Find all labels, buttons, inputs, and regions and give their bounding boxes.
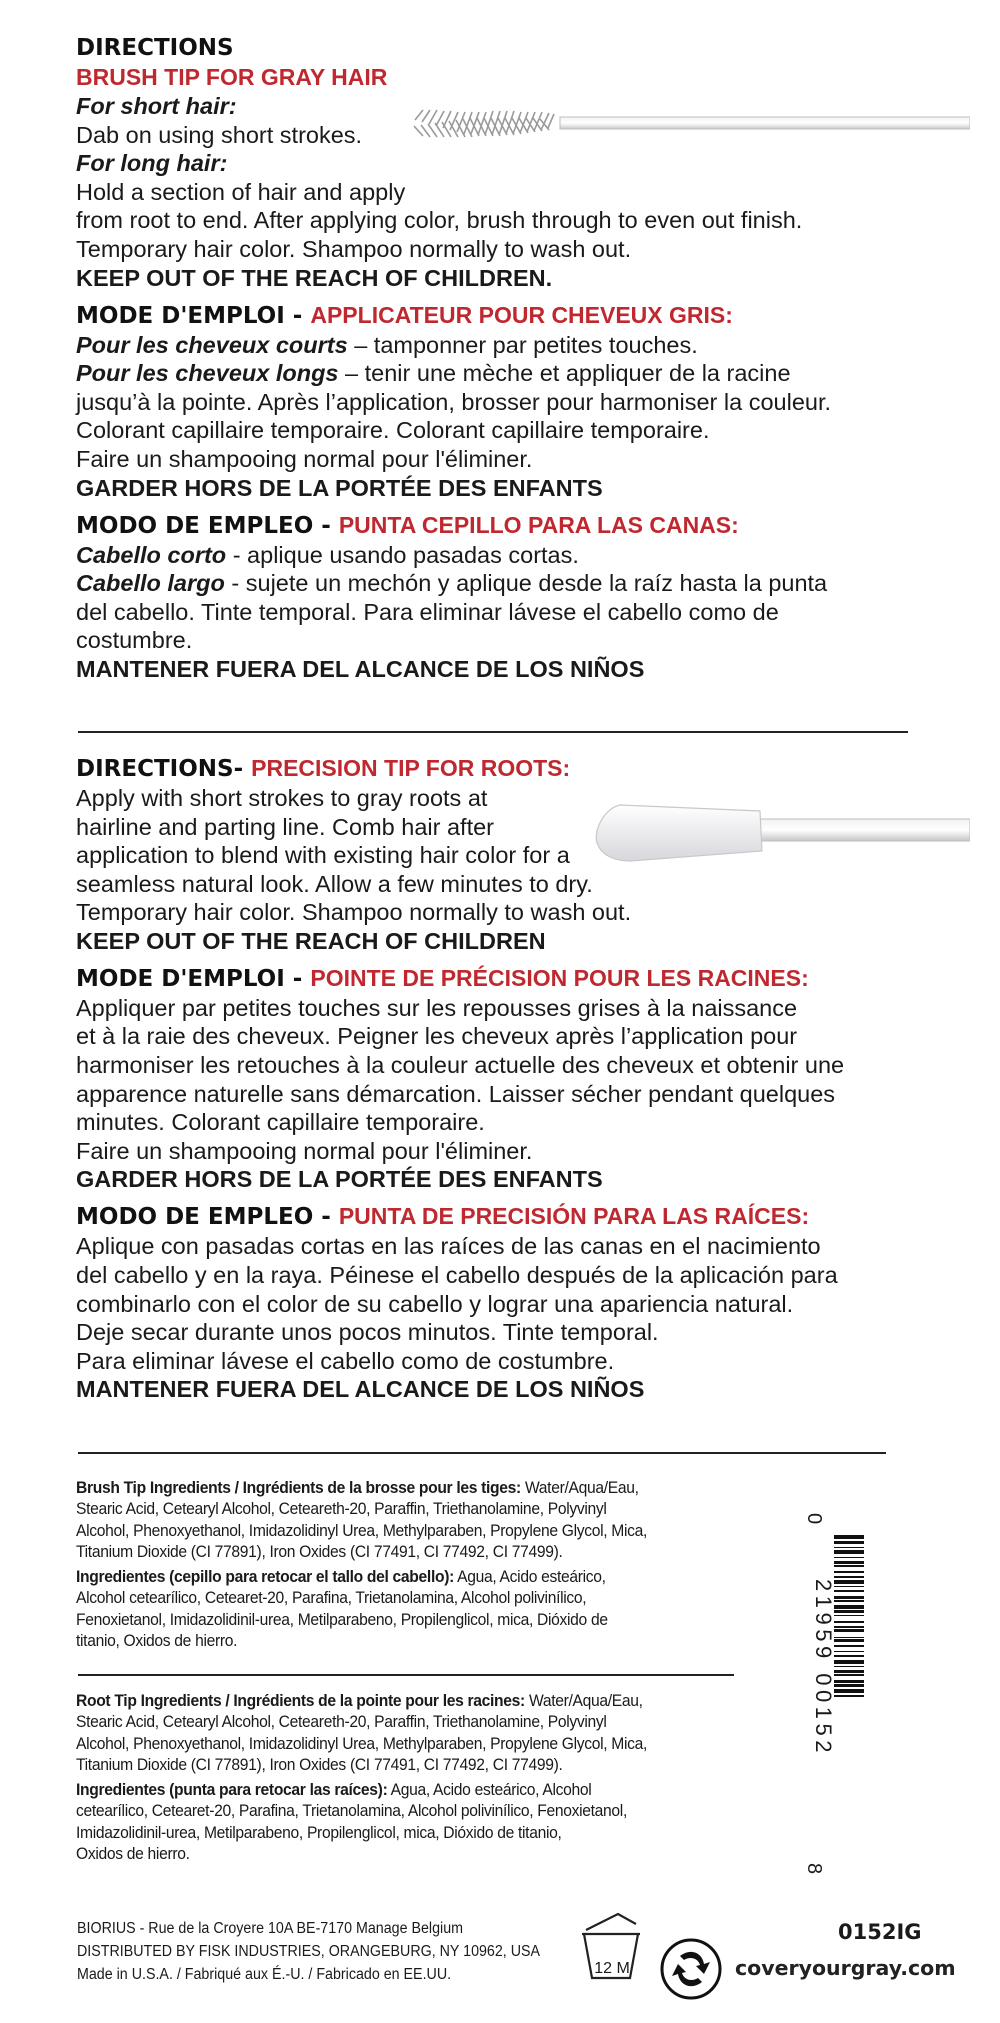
- root-es-line-5: Para eliminar lávese el cabello como de costumbre.: [76, 1347, 615, 1374]
- root-ingredients-en: Root Tip Ingredients / Ingrédients de la pointe pour les racines: Water/Aqua/Eau, Stearic Acid, Cetearyl Alcohol, Ceteareth-20, Paraffin, Triethanolamine, Polyvinyl Alcohol, Phenoxyethanol, Imidazolidinyl Urea, Methylparaben, Propylene Glycol, Mica, Titanium Dioxide (CI 77891), Iron Oxides (CI 77491, CI 77492, CI 77499).: [76, 1691, 648, 1774]
- section-divider-1: [78, 731, 908, 733]
- root-fr-section: [76, 964, 936, 1195]
- barcode-bar: [834, 1571, 864, 1572]
- brush-es-long: Cabello largo - sujete un mechón y aplique desde la raíz hasta la punta: [76, 570, 828, 597]
- barcode-bar: [834, 1576, 864, 1579]
- root-fr-line-6: Faire un shampooing normal pour l'éliminer.: [76, 1137, 533, 1164]
- brush-fr-heading: MODE D'EMPLOI - APPLICATEUR POUR CHEVEUX GRIS:: [76, 301, 733, 329]
- brush-es-section: [76, 511, 936, 684]
- barcode-bar: [834, 1629, 864, 1632]
- barcode-bar: [834, 1586, 864, 1587]
- brush-es-line-3: del cabello. Tinte temporal. Para eliminar lávese el cabello como de: [76, 598, 779, 625]
- barcode-bar: [834, 1596, 864, 1599]
- root-ingredients-es: Ingredientes (punta para retocar las raíces): Agua, Acido esteárico, Alcohol cetearílico, Cetearet-20, Parafina, Trietanolamina, Alcohol polivinílico, Fenoxietanol, Imidazolidinil-urea, Metilparabeno, Propilenglicol, mica, Dióxido de titanio, Oxidos de hierro.: [76, 1780, 627, 1864]
- root-fr-line-5: minutes. Colorant capillaire temporaire.: [76, 1109, 485, 1136]
- section-divider-2: [78, 1452, 886, 1454]
- product-code: 0152IG: [838, 1920, 922, 1944]
- root-es-heading: MODO DE EMPLEO - PUNTA DE PRECISIÓN PARA LAS RAÍCES:: [76, 1203, 810, 1231]
- barcode-bar: [834, 1535, 864, 1539]
- barcode-bar: [834, 1580, 864, 1584]
- precision-tip-image: [590, 795, 970, 875]
- root-en-warning: KEEP OUT OF THE REACH OF CHILDREN: [76, 927, 546, 954]
- root-en-line-5: Temporary hair color. Shampoo normally to wash out.: [76, 899, 632, 926]
- root-es-warning: MANTENER FUERA DEL ALCANCE DE LOS NIÑOS: [76, 1376, 645, 1403]
- barcode-bar: [834, 1626, 864, 1627]
- barcode-bar: [834, 1550, 864, 1554]
- barcode-bar: [834, 1557, 864, 1558]
- brush-ingredients-es: Ingredientes (cepillo para retocar el tallo del cabello): Agua, Acido esteárico, Alcohol cetearílico, Cetearet-20, Parafina, Trietanolamina, Alcohol polivinílico, Fenoxietanol, Imidazolidinil-urea, Metilparabeno, Propilenglicol, mica, Dióxido de titanio, Oxidos de hierro.: [76, 1567, 608, 1651]
- long-hair-label: For long hair:: [76, 150, 228, 177]
- barcode-bar: [834, 1637, 864, 1638]
- barcode: [803, 1505, 866, 1885]
- root-es-line-3: combinarlo con el color de su cabello y lograr una apariencia natural.: [76, 1290, 794, 1317]
- root-en-line-4: seamless natural look. Allow a few minutes to dry.: [76, 870, 593, 897]
- brush-ingredients: [76, 1477, 729, 1655]
- recycle-icon: [660, 1938, 722, 2000]
- barcode-bar: [834, 1600, 864, 1601]
- barcode-bar: [834, 1660, 864, 1664]
- root-fr-line-1: Appliquer par petites touches sur les repousses grises à la naissance: [76, 994, 798, 1021]
- barcode-bar: [834, 1674, 864, 1675]
- root-ingredients: [76, 1690, 729, 1868]
- short-hair-label: For short hair:: [76, 93, 237, 119]
- long-hair-line-1: Hold a section of hair and apply: [76, 178, 406, 205]
- barcode-bar: [834, 1610, 864, 1613]
- brush-fr-section: [76, 301, 936, 503]
- barcode-bar: [834, 1680, 864, 1683]
- root-en-line-1: Apply with short strokes to gray roots at: [76, 784, 488, 811]
- children-warning: KEEP OUT OF THE REACH OF CHILDREN.: [76, 264, 553, 291]
- brush-es-short: Cabello corto - aplique usando pasadas cortas.: [76, 541, 579, 568]
- root-es-section: [76, 1202, 936, 1404]
- root-fr-line-4: apparence naturelle sans démarcation. Laisser sécher pendant quelques: [76, 1080, 836, 1107]
- barcode-bar: [834, 1639, 864, 1642]
- barcode-bars: [834, 1535, 864, 1855]
- barcode-bar: [834, 1666, 864, 1667]
- barcode-bar: [834, 1615, 864, 1616]
- brush-en-section: [76, 34, 936, 293]
- barcode-bar: [834, 1621, 864, 1624]
- barcode-bar: [834, 1695, 864, 1698]
- brush-fr-warning: GARDER HORS DE LA PORTÉE DES ENFANTS: [76, 474, 603, 501]
- root-en-line-2: hairline and parting line. Comb hair after: [76, 813, 495, 840]
- brush-fr-line-4: Colorant capillaire temporaire. Colorant capillaire temporaire.: [76, 417, 710, 444]
- barcode-bar: [834, 1565, 864, 1566]
- root-es-line-2: del cabello y en la raya. Péinese el cabello después de la aplicación para: [76, 1262, 838, 1289]
- pao-label: 12 M: [594, 1960, 630, 1977]
- root-fr-line-2: et à la raie des cheveux. Peigner les cheveux après l’application pour: [76, 1023, 798, 1050]
- brush-ingredients-en: Brush Tip Ingredients / Ingrédients de la brosse pour les tiges: Water/Aqua/Eau, Stearic Acid, Cetearyl Alcohol, Ceteareth-20, Paraffin, Triethanolamine, Polyvinyl Alcohol, Phenoxyethanol, Imidazolidinyl Urea, Methylparaben, Propylene Glycol, Mica, Titanium Dioxide (CI 77891), Iron Oxides (CI 77491, CI 77492, CI 77499).: [76, 1478, 648, 1561]
- root-en-line-3: application to blend with existing hair color for a: [76, 842, 570, 869]
- brush-fr-short: Pour les cheveux courts – tamponner par petites touches.: [76, 331, 698, 358]
- barcode-bar: [834, 1547, 864, 1548]
- barcode-digits: 21959 00152: [811, 1579, 836, 1757]
- root-es-line-4: Deje secar durante unos pocos minutos. Tinte temporal.: [76, 1319, 659, 1346]
- barcode-bar: [834, 1645, 864, 1646]
- barcode-bar: [834, 1651, 864, 1652]
- long-hair-line-2: from root to end. After applying color, brush through to even out finish.: [76, 207, 803, 234]
- barcode-bar: [834, 1670, 864, 1673]
- footer-address: [77, 1917, 592, 1986]
- website: coveryourgray.com: [735, 1956, 956, 1980]
- root-fr-heading: MODE D'EMPLOI - POINTE DE PRÉCISION POUR LES RACINES:: [76, 964, 809, 992]
- barcode-digit-first: 0: [803, 1512, 826, 1525]
- barcode-bar: [834, 1689, 864, 1693]
- root-fr-line-3: harmoniser les retouches à la couleur actuelle des cheveux et obtenir une: [76, 1052, 845, 1079]
- brush-es-heading: MODO DE EMPLEO - PUNTA CEPILLO PARA LAS CANAS:: [76, 511, 739, 539]
- footer-line-1: BIORIUS - Rue de la Croyere 10A BE-7170 Manage Belgium: [77, 1920, 464, 1937]
- barcode-bar: [834, 1561, 864, 1564]
- brush-applicator-image: [410, 100, 970, 150]
- barcode-bar: [834, 1605, 864, 1609]
- brush-es-warning: MANTENER FUERA DEL ALCANCE DE LOS NIÑOS: [76, 655, 645, 682]
- footer-line-2: DISTRIBUTED BY FISK INDUSTRIES, ORANGEBURG, NY 10962, USA: [77, 1943, 541, 1960]
- root-directions-heading: DIRECTIONS- PRECISION TIP FOR ROOTS:: [76, 754, 571, 782]
- brush-directions-heading: DIRECTIONS: [76, 35, 234, 61]
- ingredients-divider: [78, 1674, 734, 1676]
- brush-fr-line-5: Faire un shampooing normal pour l'éliminer.: [76, 445, 533, 472]
- root-fr-warning: GARDER HORS DE LA PORTÉE DES ENFANTS: [76, 1166, 603, 1193]
- root-es-line-1: Aplique con pasadas cortas en las raíces de las canas en el nacimiento: [76, 1233, 821, 1260]
- barcode-bar: [834, 1590, 864, 1591]
- barcode-bar: [834, 1541, 864, 1544]
- directions-page: [76, 34, 936, 1412]
- short-hair-text: Dab on using short strokes.: [76, 121, 363, 148]
- barcode-bar: [834, 1655, 864, 1656]
- barcode-bar: [834, 1684, 864, 1687]
- brush-fr-long: Pour les cheveux longs – tenir une mèche et appliquer de la racine: [76, 360, 791, 387]
- brush-es-line-4: costumbre.: [76, 627, 193, 654]
- barcode-digit-last: 8: [803, 1862, 826, 1875]
- brush-tip-heading: BRUSH TIP FOR GRAY HAIR: [76, 64, 388, 90]
- brush-fr-line-3: jusqu’à la pointe. Après l’application, brosser pour harmoniser la couleur.: [76, 388, 832, 415]
- temporary-note: Temporary hair color. Shampoo normally to wash out.: [76, 235, 632, 262]
- footer-line-3: Made in U.S.A. / Fabriqué aux É.-U. / Fabricado en EE.UU.: [77, 1966, 452, 1983]
